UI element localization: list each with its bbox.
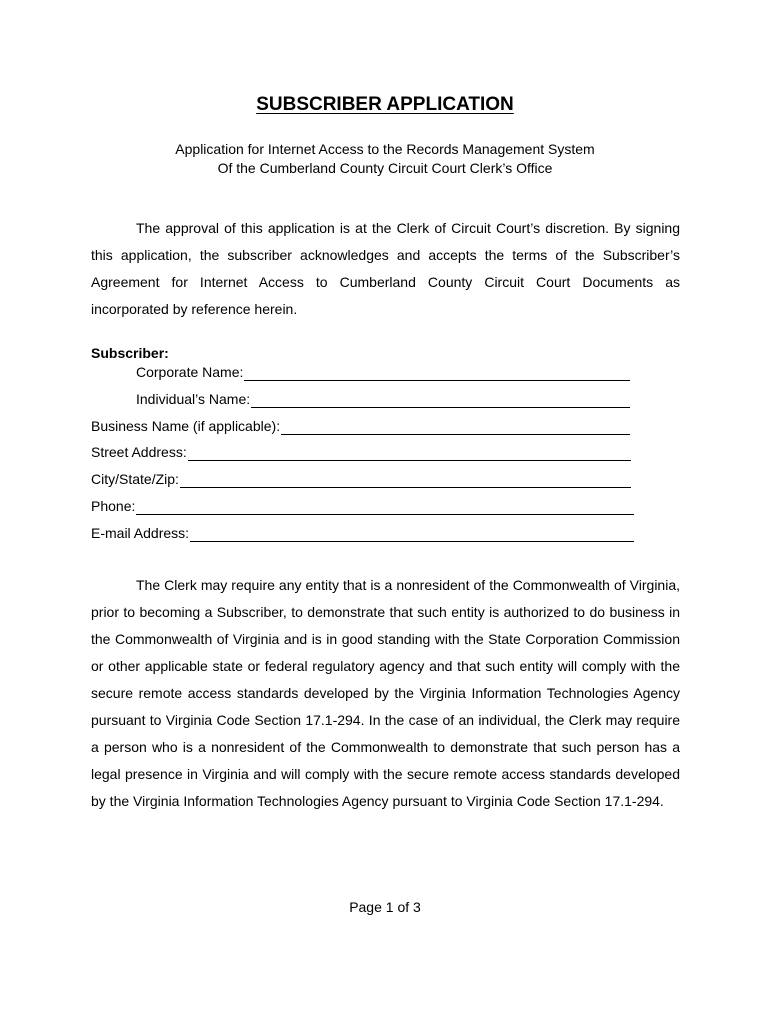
individual-name-field[interactable] <box>136 391 630 408</box>
phone-label: Phone: <box>91 498 136 514</box>
business-name-field[interactable] <box>91 418 630 435</box>
individual-name-label: Individual’s Name: <box>136 391 251 407</box>
residency-paragraph-text: The Clerk may require any entity that is a nonresident of the Commonwealth of Virginia, prior to becoming a Subscriber, to demonstrate that such entity is authorized to do business in the Commonwealth of Virginia and is in good standing with the State Corporation Commission or other applicable state or federal regulatory agency and that such entity will comply with the secure remote access standards developed by the Virginia Information Technologies Agency pursuant to Virginia Code Section 17.1-294. In the case of an individual, the Clerk may require a person who is a nonresident of the Commonwealth to demonstrate that such person has a legal presence in Virginia and will comply with the secure remote access standards developed by the Virginia Information Technologies Agency pursuant to Virginia Code Section 17.1-294. <box>91 577 680 809</box>
business-name-line[interactable] <box>281 421 630 435</box>
document-title: SUBSCRIBER APPLICATION <box>256 94 514 115</box>
intro-paragraph-text: The approval of this application is at the Clerk of Circuit Court’s discretion. By signing this application, the subscriber acknowledges and accepts the terms of the Subscriber’s Agreement for Internet Access to Cumberland County Circuit Court Documents as incorporated by reference herein. <box>91 220 680 317</box>
subscriber-heading: Subscriber: <box>91 345 169 361</box>
document-subtitle <box>0 140 770 178</box>
individual-name-line[interactable] <box>251 394 630 408</box>
street-address-field[interactable] <box>91 444 631 461</box>
subtitle-line-2: Of the Cumberland County Circuit Court Clerk’s Office <box>217 160 553 176</box>
city-state-zip-field[interactable] <box>91 471 631 488</box>
street-address-line[interactable] <box>188 447 631 461</box>
phone-line[interactable] <box>136 501 634 515</box>
subtitle-line-1: Application for Internet Access to the Records Management System <box>175 141 595 157</box>
residency-paragraph <box>91 572 680 815</box>
corporate-name-label: Corporate Name: <box>136 364 244 380</box>
city-state-zip-line[interactable] <box>180 474 631 488</box>
phone-field[interactable] <box>91 498 634 515</box>
email-label: E-mail Address: <box>91 525 190 541</box>
business-name-label: Business Name (if applicable): <box>91 418 281 434</box>
corporate-name-field[interactable] <box>136 364 630 381</box>
email-field[interactable] <box>91 525 634 542</box>
email-line[interactable] <box>190 528 634 542</box>
city-state-zip-label: City/State/Zip: <box>91 471 179 487</box>
corporate-name-line[interactable] <box>244 367 630 381</box>
page-number: Page 1 of 3 <box>349 899 421 915</box>
street-address-label: Street Address: <box>91 444 187 460</box>
intro-paragraph <box>91 215 680 323</box>
